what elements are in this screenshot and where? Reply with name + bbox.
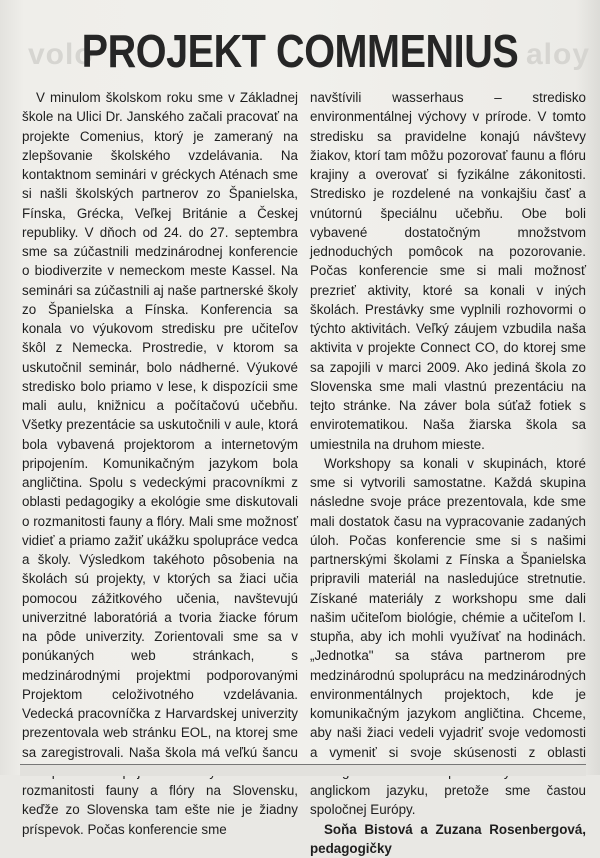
article-title: PROJEKT COMMENIUS — [42, 24, 558, 78]
article-column-left — [22, 88, 298, 839]
author-signature: Soňa Bistová a Zuzana Rosenbergová, pedagogičky — [310, 820, 586, 858]
article-column-right — [310, 88, 586, 858]
paragraph: V minulom školskom roku sme v Základnej škole na Ulici Dr. Janského začali pracovať na projekte Comenius, ktorý je zameraný na zlepšovanie školského vzdelávania. Na kontaktnom seminári v gréckych Aténach sme si našli školských partnerov zo Španielska, Fínska, Grécka, Veľkej Británie a Českej republiky. V dňoch od 24. do 27. septembra sme sa zúčastnili medzinárodnej konferencie o biodiverzite v nemeckom meste Kassel. Na seminári sa zúčastnili aj naše partnerské školy zo Španielska a Fínska. Konferencia sa konala vo výukovom stredisku pre učiteľov škôl z Nemecka. Prostredie, v ktorom sa uskutočnil seminár, bolo nádherné. Výukové stredisko bolo priamo v lese, k dispozícii sme mali aulu, knižnicu a počítačovú učebňu. Všetky prezentácie sa uskutočnili v aule, ktorá bola vybavená projektorom a internetovým pripojením. Komunikačným jazykom bola angličtina. Spolu s vedeckými pracovníkmi z oblasti pedagogiky a ekológie sme diskutovali o rozmanitosti fauny a flóry. Mali sme možnosť vidieť a priamo zažiť ukážku spolupráce vedca a školy. Výsledkom takéhoto pôsobenia na školách sú projekty, v ktorých sa žiaci učia pomocou zážitkového učenia, navštevujú univerzitné laboratóriá a tvoria žiacke fórum na pôde univerzity. Zorientovali sme sa v ponúkaných web stránkach, s medzinárodnými projektmi podporovanými Projektom celoživotného vzdelávania. Vedecká pracovníčka z Harvardskej univerzity prezentovala web stránku EOL, na ktorej sme sa zaregistrovali. Naša škola má veľkú šancu rozmanitosti fauny a flóry na Slovensku, keďže zo Slovenska tam ešte nie je žiadny príspevok. Počas konferencie sme — [22, 88, 298, 839]
bottom-divider — [20, 764, 586, 776]
bleed-through-background: volo aloy — [0, 38, 600, 72]
paragraph: Workshopy sa konali v skupinách, ktoré sme si vytvorili samostatne. Každá skupina následne svoje práce prezentovala, kde sme mali dostatok času na vypracovanie zadaných úloh. Počas konferencie sme si s našimi partnerskými školami z Fínska a Španielska pripravili materiál na nasledujúce stretnutie. Získané materiály z workshopu sme dali našim učiteľom biológie, chémie a učiteľom I. stupňa, aby ich mohli využívať na hodinách. „Jednotka" sa stáva partnerom pre medzinárodnú spoluprácu na medzinárodných environmentálnych projektoch, kde je komunikačným jazykom angličtina. Chceme, aby naši žiaci vedeli vyjadriť svoje vedomosti a vymeniť si svoje skúsenosti z oblasti anglickom jazyku, pretože sme častou spoločnej Európy. — [310, 454, 586, 820]
paragraph: navštívili wasserhaus – stredisko environmentálnej výchovy v prírode. V tomto stredisku sa pravidelne konajú návštevy žiakov, ktorí tam môžu pozorovať faunu a flóru krajiny a overovať si fyzikálne zákonitosti. Stredisko je rozdelené na vonkajšiu časť a vnútornú špeciálnu učebňu. Obe boli vybavené dostatočným množstvom jednoduchých pomôcok na pozorovanie. Počas konferencie sme si mali možnosť prezrieť aktivity, ktoré sa konali v iných školách. Prestávky sme vyplnili rozhovormi o týchto aktivitách. Veľký záujem vzbudila naša aktivita v projekte Connect CO, do ktorej sme sa zapojili v marci 2009. Ako jediná škola zo Slovenska sme mali vlastnú prezentáciu na tejto stránke. Na záver bola súťaž fotiek s envirotematikou. Naša žiarska škola sa umiestnila na druhom mieste. — [310, 88, 586, 454]
